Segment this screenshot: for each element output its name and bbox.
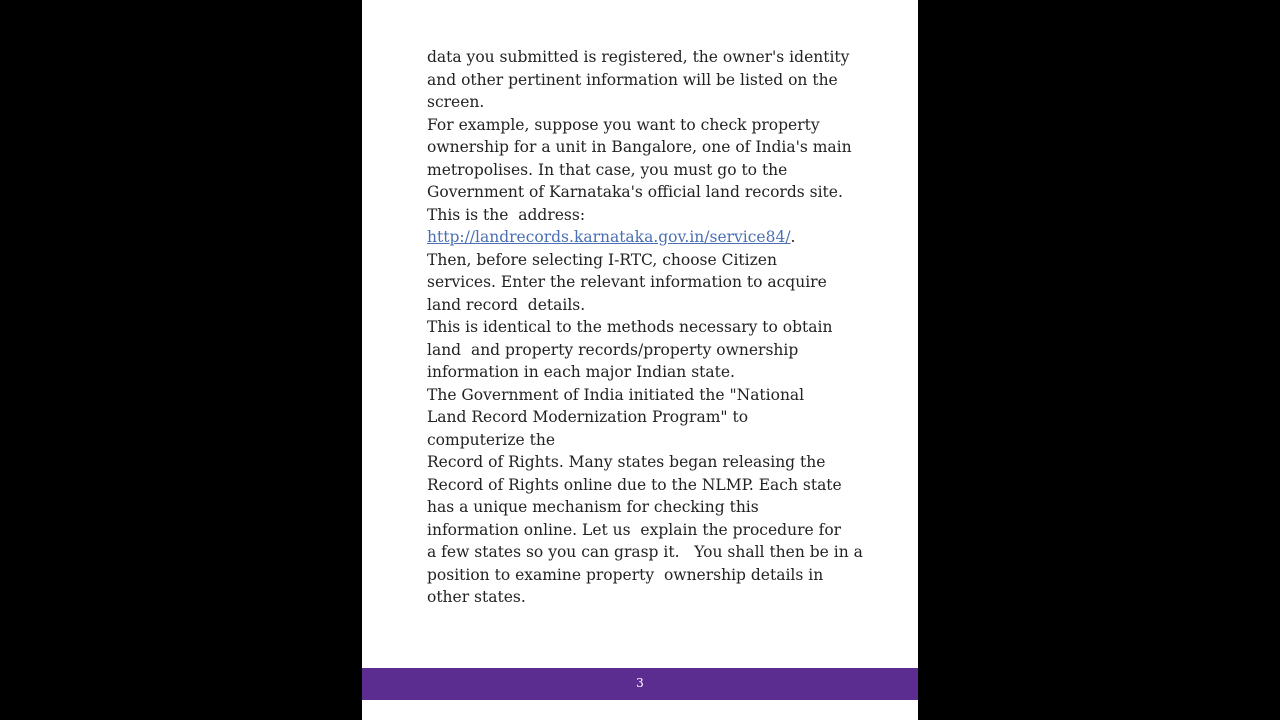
text-line: and other pertinent information will be listed on the: [427, 70, 838, 89]
body-text: [427, 46, 867, 609]
text-line: Record of Rights. Many states began releasing the: [427, 453, 826, 471]
document-page: [362, 0, 918, 720]
text-line: land record details.: [427, 295, 586, 314]
text-line: services. Enter the relevant information to acquire: [427, 273, 827, 291]
link-line: [427, 226, 867, 249]
text-line: information in each major Indian state.: [427, 363, 735, 381]
text-line: Record of Rights online due to the NLMP. Each state: [427, 475, 842, 494]
text-line: has a unique mechanism for checking this: [427, 498, 759, 516]
text-line: a few states so you can grasp it. You shall then be in a: [427, 543, 863, 561]
text-line: This is identical to the methods necessary to obtain: [427, 318, 833, 336]
text-line: land and property records/property ownership: [427, 340, 799, 359]
text-line: This is the address:: [427, 205, 586, 224]
text-line: Government of Karnataka's official land records site.: [427, 183, 843, 201]
text-line: computerize the: [427, 430, 556, 449]
link-suffix: .: [790, 228, 796, 246]
text-line: other states.: [427, 588, 526, 606]
text-line: For example, suppose you want to check property: [427, 115, 820, 134]
page-number: 3: [636, 676, 644, 690]
text-line: metropolises. In that case, you must go to the: [427, 160, 788, 179]
text-line: screen.: [427, 93, 485, 111]
text-line: ownership for a unit in Bangalore, one of India's main: [427, 138, 852, 156]
text-line: data you submitted is registered, the owner's identity: [427, 48, 850, 66]
text-line: information online. Let us explain the procedure for: [427, 520, 842, 539]
text-line: position to examine property ownership details in: [427, 565, 824, 584]
text-line: The Government of India initiated the "National: [427, 385, 805, 404]
land-records-link[interactable]: http://landrecords.karnataka.gov.in/service84/: [427, 228, 791, 246]
text-line: Land Record Modernization Program" to: [427, 408, 749, 426]
text-line: Then, before selecting I-RTC, choose Citizen: [427, 250, 777, 269]
